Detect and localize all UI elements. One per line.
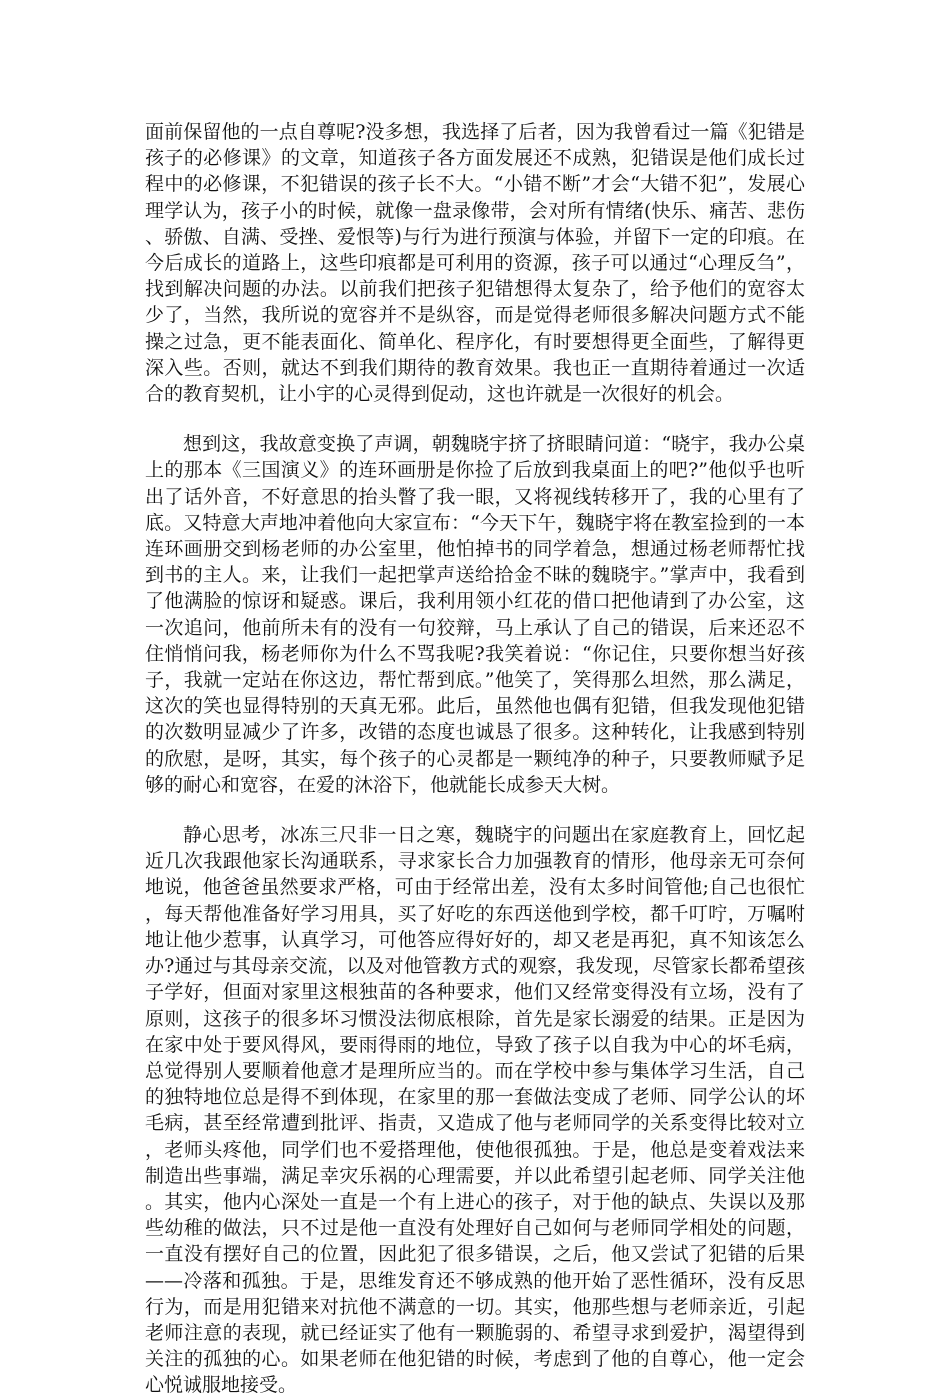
article-body: [145, 119, 805, 1399]
paragraph-2: 想到这，我故意变换了声调，朝魏晓宇挤了挤眼睛问道：“晓宇，我办公桌上的那本《三国演义》的连环画册是你捡了后放到我桌面上的吧?”他似乎也听出了话外音，不好意思的抬头瞥了我一眼，又将视线转移开了，我的心里有了底。又特意大声地冲着他向大家宣布：“今天下午，魏晓宇将在教室捡到的一本连环画册交到杨老师的办公室里，他怕掉书的同学着急，想通过杨老师帮忙找到书的主人。来，让我们一起把掌声送给拾金不昧的魏晓宇。”掌声中，我看到了他满脸的惊讶和疑惑。课后，我利用领小红花的借口把他请到了办公室，这一次追问，他前所未有的没有一句狡辩，马上承认了自己的错误，后来还忍不住悄悄问我，杨老师你为什么不骂我呢?我笑着说：“你记住，只要你想当好孩子，我就一定站在你这边，帮忙帮到底。”他笑了，笑得那么坦然，那么满足，这次的笑也显得特别的天真无邪。此后，虽然他也偶有犯错，但我发现他犯错的次数明显减少了许多，改错的态度也诚恳了很多。这种转化，让我感到特别的欣慰，是呀，其实，每个孩子的心灵都是一颗纯净的种子，只要教师赋予足够的耐心和宽容，在爱的沐浴下，他就能长成参天大树。: [145, 433, 805, 796]
paragraph-1: 面前保留他的一点自尊呢?没多想，我选择了后者，因为我曾看过一篇《犯错是孩子的必修课》的文章，知道孩子各方面发展还不成熟，犯错误是他们成长过程中的必修课，不犯错误的孩子长不大。“小错不断”才会“大错不犯”，发展心理学认为，孩子小的时候，就像一盘录像带，会对所有情绪(快乐、痛苦、悲伤、骄傲、自满、受挫、爱恨等)与行为进行预演与体验，并留下一定的印痕。在今后成长的道路上，这些印痕都是可利用的资源，孩子可以通过“心理反刍”，找到解决问题的办法。以前我们把孩子犯错想得太复杂了，给予他们的宽容太少了，当然，我所说的宽容并不是纵容，而是觉得老师很多解决问题方式不能操之过急，更不能表面化、简单化、程序化，有时要想得更全面些，了解得更深入些。否则，就达不到我们期待的教育效果。我也正一直期待着通过一次适合的教育契机，让小宇的心灵得到促动，这也许就是一次很好的机会。: [145, 121, 805, 406]
paragraph-3: 静心思考，冰冻三尺非一日之寒，魏晓宇的问题出在家庭教育上，回忆起近几次我跟他家长沟通联系，寻求家长合力加强教育的情形，他母亲无可奈何地说，他爸爸虽然要求严格，可由于经常出差，没有太多时间管他;自己也很忙，每天帮他准备好学习用具，买了好吃的东西送他到学校，都千叮咛，万嘱咐地让他少惹事，认真学习，可他答应得好好的，却又老是再犯，真不知该怎么办?通过与其母亲交流，以及对他管教方式的观察，我发现，尽管家长都希望孩子学好，但面对家里这根独苗的各种要求，他们又经常变得没有立场，没有了原则，这孩子的很多坏习惯没法彻底根除，首先是家长溺爱的结果。正是因为在家中处于要风得风，要雨得雨的地位，导致了孩子以自我为中心的坏毛病，总觉得别人要顺着他意才是理所应当的。而在学校中参与集体学习生活，自己的独特地位总是得不到体现，在家里的那一套做法变成了老师、同学公认的坏毛病，甚至经常遭到批评、指责，又造成了他与老师同学的关系变得比较对立，老师头疼他，同学们也不爱搭理他，使他很孤独。于是，他总是变着戏法来制造出些事端，满足幸灾乐祸的心理需要，并以此希望引起老师、同学关注他。其实，他内心深处一直是一个有上进心的孩子，对于他的缺点、失误以及那些幼稚的做法，只不过是他一直没有处理好自己如何与老师同学相处的问题，一直没有摆好自己的位置，因此犯了很多错误，之后，他又尝试了犯错的后果——冷落和孤独。于是，思维发育还不够成熟的他开始了恶性循环，没有反思行为，而是用犯错来对抗他不满意的一切。其实，他那些想与老师亲近，引起老师注意的表现，就已经证实了他有一颗脆弱的、希望寻求到爱护，渴望得到关注的孤独的心。如果老师在他犯错的时候，考虑到了他的自尊心，他一定会心悦诚服地接受。: [145, 824, 805, 1397]
